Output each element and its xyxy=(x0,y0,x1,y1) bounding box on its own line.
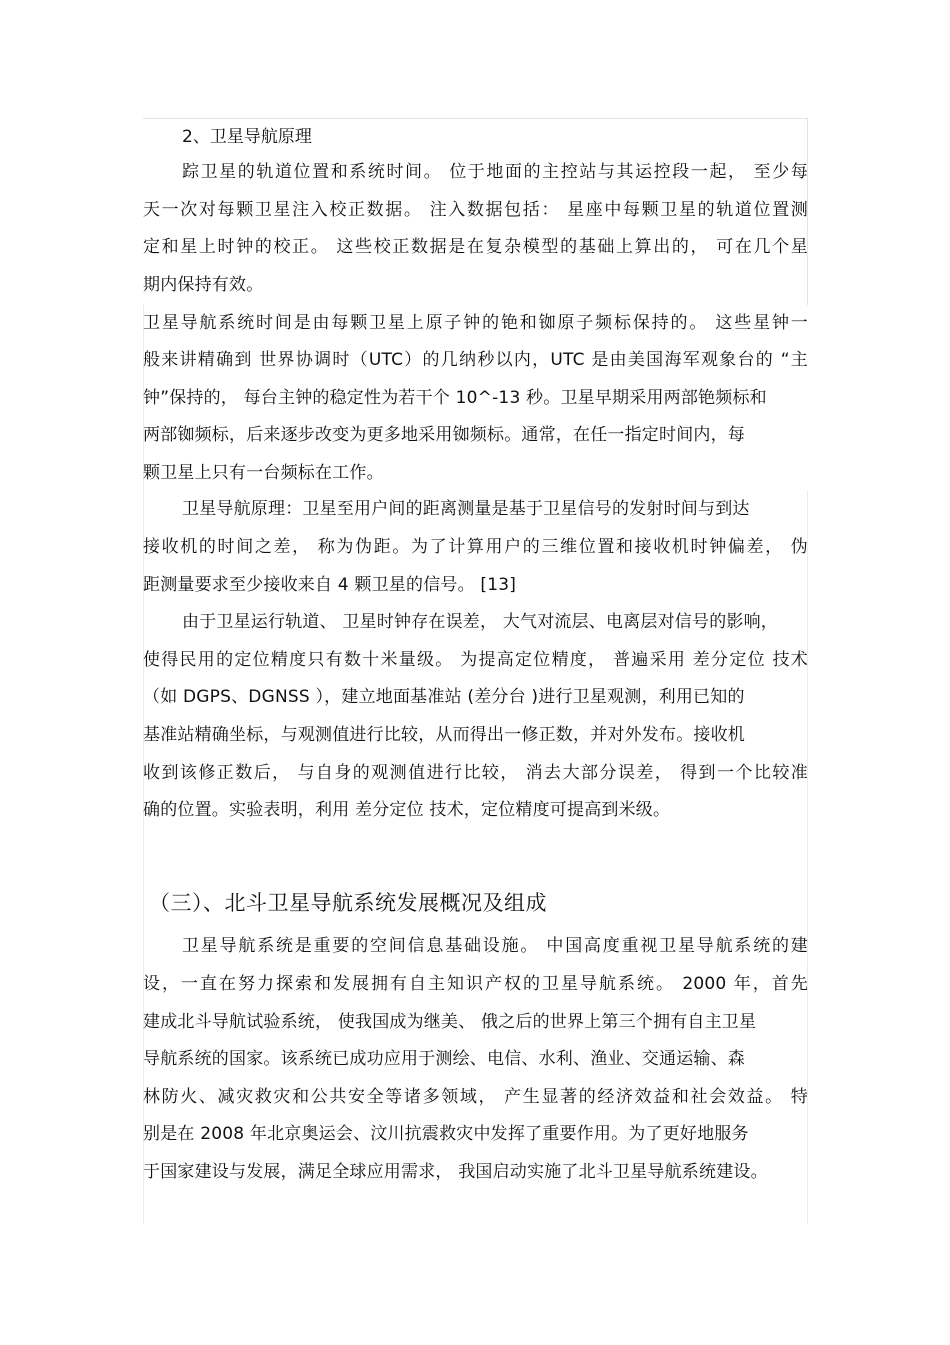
paragraph-line: 距测量要求至少接收来自 4 颗卫星的信号。 [13] xyxy=(143,575,517,595)
paragraph-line: 卫星导航原理：卫星至用户间的距离测量是基于卫星信号的发射时间与到达 xyxy=(182,499,750,519)
paragraph-line: 期内保持有效。 xyxy=(143,275,264,295)
paragraph-line: 导航系统的国家。该系统已成功应用于测绘、电信、水利、渔业、交通运输、森 xyxy=(143,1049,745,1069)
section-heading: （三）、北斗卫星导航系统发展概况及组成 xyxy=(149,891,547,915)
paragraph-line: 设，一直在努力探索和发展拥有自主知识产权的卫星导航系统。 2000 年，首先 xyxy=(143,974,808,994)
paragraph-line: （如 DGPS、DGNSS ），建立地面基准站 (差分台 )进行卫星观测，利用已知的 xyxy=(143,687,745,707)
paragraph-line: 别是在 2008 年北京奥运会、汶川抗震救灾中发挥了重要作用。为了更好地服务 xyxy=(143,1124,749,1144)
paragraph-line: 定和星上时钟的校正。 这些校正数据是在复杂模型的基础上算出的， 可在几个星 xyxy=(143,237,808,257)
paragraph-line: 颗卫星上只有一台频标在工作。 xyxy=(143,463,384,483)
paragraph-line: 接收机的时间之差， 称为伪距。为了计算用户的三维位置和接收机时钟偏差， 伪 xyxy=(143,537,808,557)
paragraph-line: 使得民用的定位精度只有数十米量级。 为提高定位精度， 普遍采用 差分定位 技术 xyxy=(143,650,808,670)
paragraph-line: 钟”保持的， 每台主钟的稳定性为若干个 10^-13 秒。卫星早期采用两部铯频标和 xyxy=(143,388,767,408)
paragraph-line: 天一次对每颗卫星注入校正数据。 注入数据包括： 星座中每颗卫星的轨道位置测 xyxy=(143,200,808,220)
paragraph-line: 基准站精确坐标，与观测值进行比较，从而得出一修正数，并对外发布。接收机 xyxy=(143,725,745,745)
paragraph-line: 由于卫星运行轨道、 卫星时钟存在误差， 大气对流层、电离层对信号的影响， xyxy=(182,612,779,632)
paragraph-line: 建成北斗导航试验系统， 使我国成为继美、 俄之后的世界上第三个拥有自主卫星 xyxy=(143,1012,757,1032)
paragraph-line: 卫星导航系统是重要的空间信息基础设施。 中国高度重视卫星导航系统的建 xyxy=(182,936,808,956)
paragraph-line: 两部铷频标，后来逐步改变为更多地采用铷频标。通常，在任一指定时间内，每 xyxy=(143,425,745,445)
paragraph-line: 收到该修正数后， 与自身的观测值进行比较， 消去大部分误差， 得到一个比较准 xyxy=(143,763,808,783)
paragraph-line: 踪卫星的轨道位置和系统时间。 位于地面的主控站与其运控段一起， 至少每 xyxy=(182,162,808,182)
paragraph-line: 确的位置。实验表明，利用 差分定位 技术，定位精度可提高到米级。 xyxy=(143,800,671,820)
paragraph-line: 般来讲精确到 世界协调时（UTC）的几纳秒以内，UTC 是由美国海军观象台的 “主 xyxy=(143,350,808,370)
page-frame-right xyxy=(807,490,808,1224)
paragraph-line: 卫星导航系统时间是由每颗卫星上原子钟的铯和铷原子频标保持的。 这些星钟一 xyxy=(143,313,808,333)
paragraph-line: 于国家建设与发展，满足全球应用需求， 我国启动实施了北斗卫星导航系统建设。 xyxy=(143,1162,768,1182)
paragraph-line: 林防火、减灾救灾和公共安全等诸多领域， 产生显著的经济效益和社会效益。 特 xyxy=(143,1087,808,1107)
subheading: 2、卫星导航原理 xyxy=(182,127,312,147)
